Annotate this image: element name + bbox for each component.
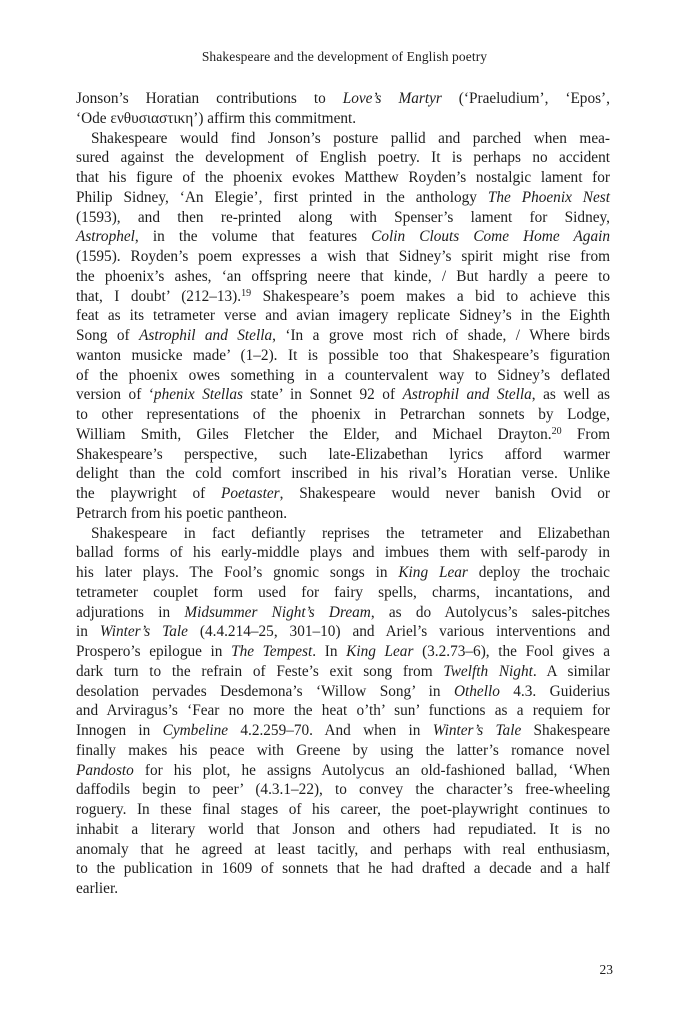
text-line: Innogen in Cymbeline 4.2.259–70. And when in Winter’s Tale Shakespeare bbox=[76, 722, 610, 739]
body-text bbox=[76, 89, 610, 899]
italic-title: Twelfth Night bbox=[443, 662, 533, 680]
italic-title: King Lear bbox=[398, 564, 468, 581]
text-line: feat as its tetrameter verse and avian imagery replicate Sidney’s in the Eighth bbox=[76, 307, 610, 325]
italic-title: Winter’s Tale bbox=[432, 722, 522, 739]
text-line: daffodils begin to peer’ (4.3.1–22), to convey the character’s free-wheeling bbox=[76, 781, 610, 799]
italic-title: Colin Clouts Come Home Again bbox=[371, 228, 611, 246]
running-head: Shakespeare and the development of English poetry bbox=[201, 49, 488, 64]
italic-title: Astrophil and Stella bbox=[139, 327, 273, 344]
italic-title: Astrophel bbox=[76, 228, 135, 246]
text-line: Astrophel, in the volume that features Colin Clouts Come Home Again bbox=[76, 228, 611, 246]
text-line: delight than the cold comfort inscribed in his rival’s Horatian verse. Unlike bbox=[76, 465, 610, 483]
italic-title: Pandosto bbox=[76, 761, 134, 779]
italic-title: Cymbeline bbox=[162, 722, 229, 739]
text-line: Song of Astrophil and Stella, ‘In a grove most rich of shade, / Where birds bbox=[76, 327, 611, 344]
text-line: (1595). Royden’s poem expresses a wish that Sidney’s spirit might rise from bbox=[76, 248, 610, 265]
text-line: to the publication in 1609 of sonnets that he had drafted a decade and a half bbox=[76, 860, 610, 878]
text-line: desolation pervades Desdemona’s ‘Willow Song’ in Othello 4.3. Guiderius bbox=[76, 682, 610, 700]
footnote-ref: 19 bbox=[241, 287, 252, 299]
text-line: Prospero’s epilogue in The Tempest. In King Lear (3.2.73–6), the Fool gives a bbox=[76, 643, 610, 660]
text-line: and Arviragus’s ‘Fear no more the heat o’th’ sun’ functions as a requiem for bbox=[76, 702, 610, 720]
text-line: Shakespeare in fact defiantly reprises the tetrameter and Elizabethan bbox=[91, 524, 610, 542]
footnote-ref: 20 bbox=[551, 425, 562, 437]
text-line: to other representations of the phoenix in Petrarchan sonnets by Lodge, bbox=[76, 406, 610, 423]
text-line: (1593), and then re-printed along with Spenser’s lament for Sidney, bbox=[76, 208, 610, 226]
text-line: ballad forms of his early-middle plays and imbues them with self-parody in bbox=[76, 544, 610, 562]
text-line: Shakespeare’s perspective, such late-Elizabethan lyrics afford warmer bbox=[76, 445, 610, 463]
italic-title: Astrophil and Stella bbox=[402, 386, 532, 404]
page-number: 23 bbox=[599, 962, 613, 977]
text-line: that his figure of the phoenix evokes Matthew Royden’s nostalgic lament for bbox=[76, 169, 610, 186]
italic-title: Winter’s Tale bbox=[99, 623, 188, 641]
paragraph-2 bbox=[76, 129, 610, 524]
italic-title: King Lear bbox=[346, 643, 414, 660]
text-line: Petrarch from his poetic pantheon. bbox=[76, 504, 288, 522]
text-line: Pandosto for his plot, he assigns Autolycus an old-fashioned ballad, ‘When bbox=[76, 761, 610, 779]
paragraph-1 bbox=[76, 89, 610, 129]
text-line: Philip Sidney, ‘An Elegie’, first printed in the anthology The Phoenix Nest bbox=[76, 188, 610, 206]
text-line: Jonson’s Horatian contributions to Love’s Martyr (‘Praeludium’, ‘Epos’, bbox=[76, 90, 610, 107]
italic-title: Love’s Martyr bbox=[342, 90, 442, 107]
text-line: the phoenix’s ashes, ‘an offspring neere that kinde, / But hardly a peere to bbox=[76, 267, 610, 285]
text-line: anomaly that he agreed at least tacitly, and perhaps with real enthusiasm, bbox=[76, 840, 610, 858]
italic-title: Othello bbox=[453, 682, 500, 700]
italic-title: The Phoenix Nest bbox=[487, 188, 610, 206]
text-line: wanton musicke made’ (1–2). It is possible too that Shakespeare’s figuration bbox=[76, 346, 610, 364]
text-line: adjurations in Midsummer Night’s Dream, as do Autolycus’s sales-pitches bbox=[76, 603, 610, 621]
text-line: his later plays. The Fool’s gnomic songs in King Lear deploy the trochaic bbox=[76, 564, 610, 581]
text-line: tetrameter couplet form used for fairy spells, charms, incantations, and bbox=[76, 583, 610, 601]
text-line: roguery. In these final stages of his career, the poet-playwright continues to bbox=[76, 801, 610, 818]
italic-title: phenix Stellas bbox=[153, 386, 244, 404]
text-line: earlier. bbox=[76, 880, 119, 897]
text-line: ‘Ode ενθυσιαστικη’) affirm this commitment. bbox=[76, 109, 357, 127]
text-line: inhabit a literary world that Jonson and others had repudiated. It is no bbox=[76, 820, 610, 838]
text-line: Shakespeare would find Jonson’s posture pallid and parched when mea- bbox=[91, 129, 610, 147]
italic-title: The Tempest bbox=[231, 643, 313, 660]
text-line: the playwright of Poetaster, Shakespeare would never banish Ovid or bbox=[76, 485, 610, 502]
text-line: of the phoenix owes something in a countervalent way to Sidney’s deflated bbox=[76, 366, 610, 384]
text-line: William Smith, Giles Fletcher the Elder, and Michael Drayton.$^{20}$ From bbox=[76, 425, 610, 443]
text-line: that, I doubt’ (212–13).$^{19}$ Shakespeare’s poem makes a bid to achieve this bbox=[76, 287, 610, 305]
italic-title: Midsummer Night’s Dream bbox=[184, 603, 371, 621]
text-line: finally makes his peace with Greene by using the latter’s romance novel bbox=[76, 741, 610, 759]
text-line: sured against the development of English poetry. It is perhaps no accident bbox=[76, 149, 610, 167]
text-line: dark turn to the refrain of Feste’s exit song from Twelfth Night. A similar bbox=[76, 662, 610, 680]
text-line: version of ‘phenix Stellas state’ in Sonnet 92 of Astrophil and Stella, as well as bbox=[76, 386, 610, 404]
text-line: in Winter’s Tale (4.4.214–25, 301–10) and Ariel’s various interventions and bbox=[76, 623, 610, 641]
paragraph-3 bbox=[76, 524, 610, 899]
italic-title: Poetaster bbox=[221, 485, 280, 502]
